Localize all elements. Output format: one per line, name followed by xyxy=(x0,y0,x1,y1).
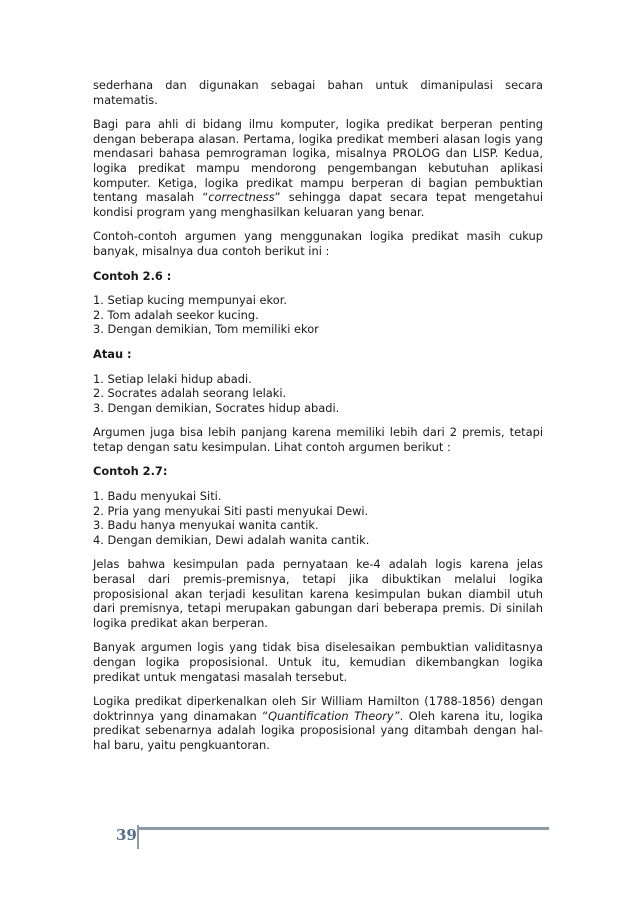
paragraph-2 xyxy=(93,117,543,219)
list-contoh-2-7 xyxy=(93,489,543,547)
list-item: 4. Dengan demikian, Dewi adalah wanita cantik. xyxy=(93,532,370,547)
page-number: 39 xyxy=(116,826,137,844)
list-item: 2. Tom adalah seekor kucing. xyxy=(93,307,259,322)
paragraph-1: sederhana dan digunakan sebagai bahan untuk dimanipulasi secara matematis. xyxy=(93,78,543,107)
paragraph-3: Contoh-contoh argumen yang menggunakan logika predikat masih cukup banyak, misalnya dua contoh berikut ini : xyxy=(93,229,543,258)
list-item: 2. Socrates adalah seorang lelaki. xyxy=(93,386,287,401)
list-contoh-2-6 xyxy=(93,293,543,337)
page-number-divider xyxy=(137,825,139,849)
list-atau xyxy=(93,372,543,416)
heading-contoh-2-6: Contoh 2.6 : xyxy=(93,268,172,283)
paragraph-2-emphasis: correctness xyxy=(208,190,275,205)
list-item: 1. Setiap kucing mempunyai ekor. xyxy=(93,293,287,308)
paragraph-7-text-b: . Oleh karena itu, logika predikat sebenarnya adalah logika proposisional yang ditambah dengan hal-hal baru, yaitu pengkuantoran. xyxy=(93,708,543,752)
paragraph-7 xyxy=(93,694,543,752)
list-item: 3. Dengan demikian, Socrates hidup abadi. xyxy=(93,400,340,415)
list-item: 1. Setiap lelaki hidup abadi. xyxy=(93,371,252,386)
paragraph-2-text-b: ” sehingga dapat secara tepat mengetahui kondisi program yang menghasilkan keluaran yang benar. xyxy=(93,190,543,219)
paragraph-6: Banyak argumen logis yang tidak bisa diselesaikan pembuktian validitasnya dengan logika proposisional. Untuk itu, kemudian dikembangkan logika predikat untuk mengatasi masalah tersebut. xyxy=(93,640,543,684)
list-item: 3. Badu hanya menyukai wanita cantik. xyxy=(93,518,319,533)
heading-atau: Atau : xyxy=(93,346,132,361)
paragraph-7-text-a: Logika predikat diperkenalkan oleh Sir William Hamilton (1788-1856) dengan doktrinnya yang dinamakan “ xyxy=(93,694,543,723)
paragraph-4: Argumen juga bisa lebih panjang karena memiliki lebih dari 2 premis, tetapi tetap dengan satu kesimpulan. Lihat contoh argumen berikut : xyxy=(93,425,543,454)
footer-rule xyxy=(139,827,549,830)
list-item: 3. Dengan demikian, Tom memiliki ekor xyxy=(93,322,319,337)
paragraph-2-text-a: Bagi para ahli di bidang ilmu komputer, logika predikat berperan penting dengan beberapa alasan. Pertama, logika predikat memberi alasan logis yang mendasari bahasa pemrograman logika, misalnya PROLOG dan LISP. Kedua, logika predikat mampu mendorong pengembangan kebutuhan aplikasi komputer. Ketiga, logika predikat mampu berperan di bagian pembuktian tentang masalah “ xyxy=(93,117,543,205)
paragraph-7-emphasis: Quantification Theory” xyxy=(268,708,400,723)
heading-contoh-2-7: Contoh 2.7: xyxy=(93,464,168,479)
page-content xyxy=(93,78,543,753)
list-item: 1. Badu menyukai Siti. xyxy=(93,489,222,504)
list-item: 2. Pria yang menyukai Siti pasti menyukai Dewi. xyxy=(93,503,369,518)
paragraph-5: Jelas bahwa kesimpulan pada pernyataan ke-4 adalah logis karena jelas berasal dari premis-premisnya, tetapi jika dibuktikan melalui logika proposisional akan terjadi kesulitan karena kesimpulan bukan diambil utuh dari premisnya, tetapi merupakan gabungan dari beberapa premis. Di sinilah logika predikat akan berperan. xyxy=(93,557,543,630)
